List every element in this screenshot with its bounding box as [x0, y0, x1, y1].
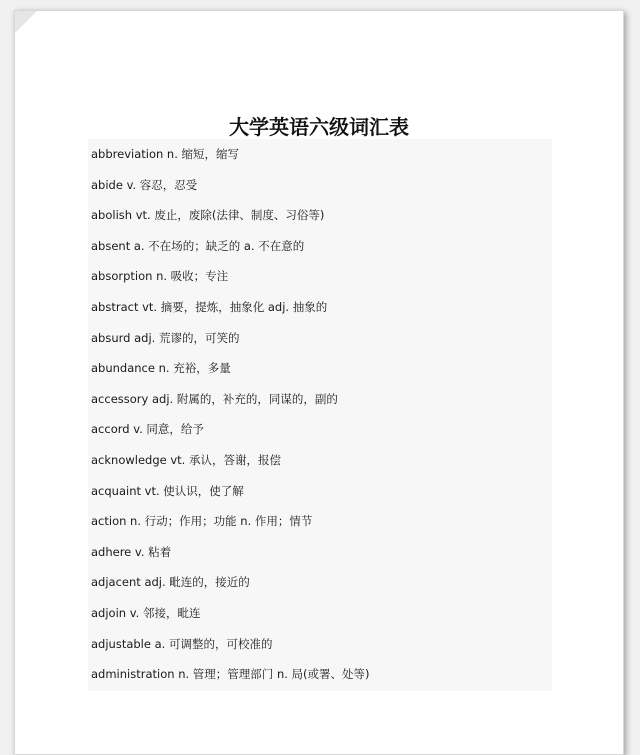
document-page [14, 10, 624, 755]
list-item: accord v. 同意，给予 [91, 422, 204, 437]
list-item: absorption n. 吸收；专注 [91, 269, 229, 284]
list-item: administration n. 管理；管理部门 n. 局(或署、处等) [91, 667, 370, 682]
list-item: absent a. 不在场的；缺乏的 a. 不在意的 [91, 238, 305, 253]
list-item: abbreviation n. 缩短，缩写 [91, 147, 240, 161]
list-item: abundance n. 充裕，多量 [91, 361, 231, 376]
list-item: acknowledge vt. 承认，答谢，报偿 [91, 452, 281, 467]
list-item: acquaint vt. 使认识，使了解 [91, 483, 244, 498]
list-item: accessory adj. 附属的，补充的，同谋的，副的 [91, 391, 338, 406]
vocabulary-list [88, 139, 552, 691]
page-title: 大学英语六级词汇表 [229, 115, 409, 139]
list-item: absurd adj. 荒谬的，可笑的 [91, 330, 240, 345]
list-item: abide v. 容忍，忍受 [91, 177, 198, 192]
list-item: adjoin v. 邻接，毗连 [91, 605, 201, 620]
list-item: adhere v. 粘着 [91, 544, 172, 559]
list-item: action n. 行动；作用；功能 n. 作用；情节 [91, 514, 313, 529]
list-item: adjacent adj. 毗连的，接近的 [91, 575, 250, 590]
list-item: abstract vt. 摘要，提炼，抽象化 adj. 抽象的 [91, 299, 328, 314]
list-item: abolish vt. 废止，废除(法律、制度、习俗等) [91, 208, 325, 223]
page-corner-fold [15, 11, 37, 33]
list-item: adjustable a. 可调整的，可校准的 [91, 636, 273, 651]
